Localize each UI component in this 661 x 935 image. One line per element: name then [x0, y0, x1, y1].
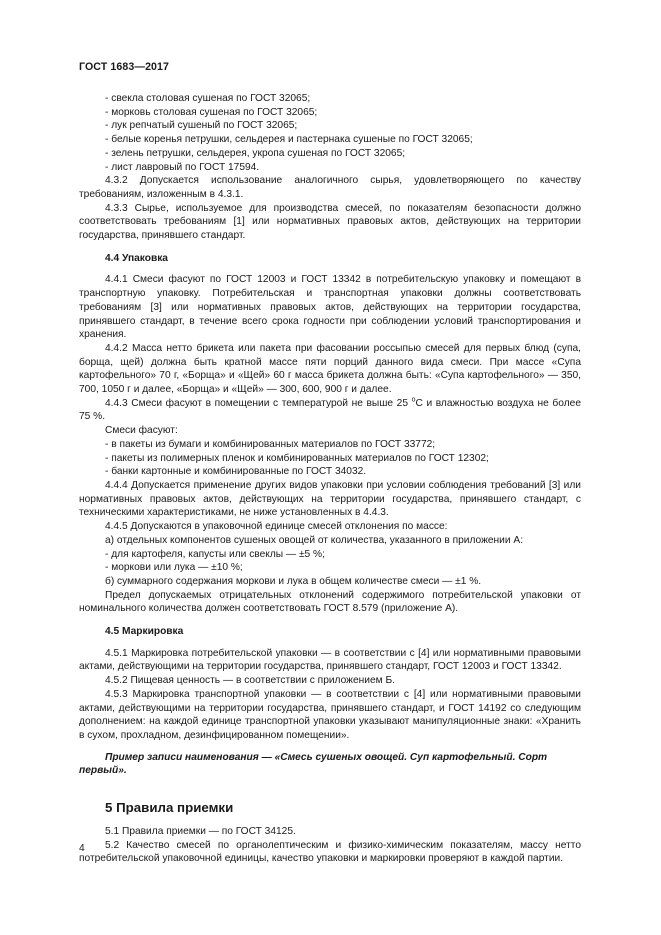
paragraph-5-1: 5.1 Правила приемки — по ГОСТ 34125.	[105, 826, 296, 838]
paragraph-4-3-2: 4.3.2 Допускается использование аналогичного сырья, удовлетворяющего по качеству требованиям, изложенным в 4.3.1.	[79, 175, 581, 200]
paragraph-4-4-1: 4.4.1 Смеси фасуют по ГОСТ 12003 и ГОСТ 13342 в потребительскую упаковку и помещают в транспортную упаковку. Потребительская и транспортная упаковки должны соответствовать требованиям [3] или нормативных правовых актов, действующих на территории государства, принявшего стандарт, в течение всего срока годности при соблюдении условий транспортирования и хранения.	[79, 274, 581, 341]
list-item: - белые коренья петрушки, сельдерея и пастернака сушеные по ГОСТ 32065;	[105, 134, 473, 146]
paragraph-4-4-5-a: а) отдельных компонентов сушеных овощей от количества, указанного в приложении А:	[105, 534, 524, 546]
document-code-header: ГОСТ 1683—2017	[79, 61, 170, 73]
list-item: - свекла столовая сушеная по ГОСТ 32065;	[105, 93, 311, 104]
paragraph-4-5-2: 4.5.2 Пищевая ценность — в соответствии с приложением Б.	[105, 675, 395, 687]
raw-materials-list	[79, 92, 581, 174]
list-item: - банки картонные и комбинированные по ГОСТ 34032.	[105, 466, 367, 478]
section-heading-4-5: 4.5 Маркировка	[105, 626, 184, 638]
list-item: - в пакеты из бумаги и комбинированных материалов по ГОСТ 33772;	[105, 438, 436, 450]
list-item: - зелень петрушки, сельдерея, укропа сушеная по ГОСТ 32065;	[105, 147, 406, 159]
paragraph-deviation-limit: Предел допускаемых отрицательных отклонений содержимого потребительской упаковки от номинального количества должен соответствовать ГОСТ 8.579 (приложение А).	[79, 589, 581, 615]
section-heading-5: 5 Правила приемки	[105, 800, 234, 816]
section-heading-4-4: 4.4 Упаковка	[105, 252, 168, 264]
paragraph-4-4-3	[79, 397, 581, 424]
paragraph-4-4-5-b: б) суммарного содержания моркови и лука в общем количестве смеси — ±1 %.	[105, 575, 482, 587]
paragraph-4-4-4: 4.4.4 Допускается применение других видов упаковки при условии соблюдения требований [3] или нормативных правовых актов, действующих на территории государства, принявшего стандарт, с техническими характеристиками, не ниже установленных в 4.4.3.	[79, 479, 581, 519]
paragraph-4-4-5: 4.4.5 Допускаются в упаковочной единице смесей отклонения по массе:	[105, 521, 448, 533]
paragraph-4-5-3: 4.5.3 Маркировка транспортной упаковки — в соответствии с [4] или нормативными правовыми актами, действующими на территории государства, принявшего стандарт, и ГОСТ 14192 со следующим дополнением: на каждой единице транспортной упаковки указывают манипуляционные знаки: «Хранить в сухом, прохладном, дезинфицированном помещении».	[79, 688, 581, 741]
list-item: - для картофеля, капусты или свеклы — ±5 %;	[105, 548, 325, 560]
paragraph-5-2: 5.2 Качество смесей по органолептическим и физико-химическим показателям, массу нетто потребительской упаковочной единицы, качество упаковки и маркировки проверяют в каждой партии.	[79, 839, 581, 865]
packaging-list	[79, 438, 581, 479]
list-item: - морковь столовая сушеная по ГОСТ 32065;	[105, 106, 318, 118]
list-item: - лук репчатый сушеный по ГОСТ 32065;	[105, 120, 298, 132]
paragraph-4-5-1: 4.5.1 Маркировка потребительской упаковки — в соответствии с [4] или нормативными правовыми актами, действующими на территории государства, принявшего стандарт, ГОСТ 12003 и ГОСТ 13342.	[79, 647, 581, 673]
list-item: - пакеты из полимерных пленок и комбинированных материалов по ГОСТ 12302;	[105, 452, 489, 464]
paragraph-4-3-3: 4.3.3 Сырье, используемое для производства смесей, по показателям безопасности должно соответствовать требованиям [1] или нормативных правовых актов, действующих на территории государства, принявшего стандарт.	[79, 202, 581, 242]
list-item: - моркови или лука — ±10 %;	[105, 562, 243, 574]
degree-mark: о	[411, 396, 416, 404]
paragraph-4-4-2: 4.4.2 Масса нетто брикета или пакета при фасовании россыпью смесей для первых блюд (супа, борща, щей) должна быть кратной массе пяти порций данного вида смеси. При массе «Супа картофельного» 70 г, «Борща» и «Щей» 60 г масса брикета должна быть: «Супа картофельного» — 350, 700, 1050 г и далее, «Борща» и «Щей» — 300, 600, 900 г и далее.	[79, 342, 581, 396]
paragraph-4-4-3-start: 4.4.3 Смеси фасуют в помещении с температурой не выше 25	[105, 397, 412, 409]
deviation-list	[79, 548, 581, 575]
list-item: - лист лавровый по ГОСТ 17594.	[105, 161, 260, 173]
packing-intro: Смеси фасуют:	[105, 425, 178, 437]
page-number: 4	[79, 843, 85, 854]
document-body	[79, 92, 581, 866]
naming-example: Пример записи наименования — «Смесь сушеных овощей. Суп картофельный. Сорт первый».	[79, 751, 548, 777]
paragraph-4-4-3-end: С и влажностью воздуха не более 75 %.	[79, 397, 581, 423]
